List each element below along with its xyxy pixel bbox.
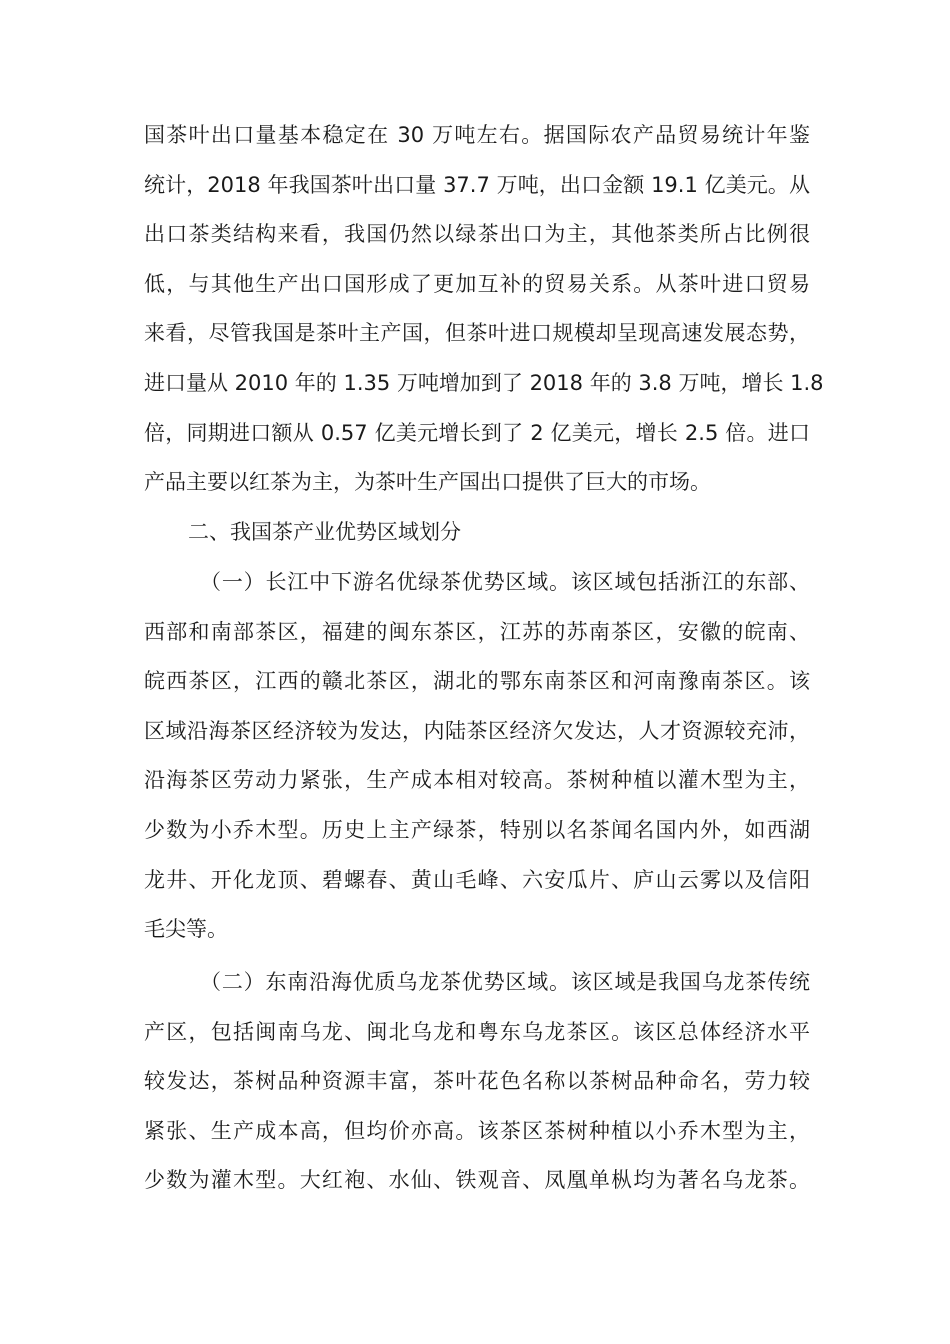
paragraph-southeast-oolong-region [144,958,810,1206]
text-line: 低，与其他生产出口国形成了更加互补的贸易关系。从茶叶进口贸易 [144,271,810,296]
text-line: 统计，2018 年我国茶叶出口量 37.7 万吨，出口金额 19.1 亿美元。从 [144,172,810,197]
section-heading [144,508,810,558]
text-line: 皖西茶区，江西的赣北茶区，湖北的鄂东南茶区和河南豫南茶区。该 [144,669,810,694]
text-line: 产品主要以红茶为主，为茶叶生产国出口提供了巨大的市场。 [144,470,711,495]
text-line: 龙井、开化龙顶、碧螺春、黄山毛峰、六安瓜片、庐山云雾以及信阳 [144,867,810,892]
heading-line: 二、我国茶产业优势区域划分 [188,520,461,544]
text-line: 出口茶类结构来看，我国仍然以绿茶出口为主，其他茶类所占比例很 [144,222,810,247]
text-line: 西部和南部茶区，福建的闽东茶区，江苏的苏南茶区，安徽的皖南、 [144,619,810,644]
text-line: 国茶叶出口量基本稳定在 30 万吨左右。据国际农产品贸易统计年鉴 [144,123,810,147]
text-line: 沿海茶区劳动力紧张，生产成本相对较高。茶树种植以灌木型为主， [144,768,810,793]
text-line: （一）长江中下游名优绿茶优势区域。该区域包括浙江的东部、 [200,570,810,594]
text-line: 少数为灌木型。大红袍、水仙、铁观音、凤凰单枞均为著名乌龙茶。 [144,1168,810,1193]
paragraph-yangtze-region [144,558,810,955]
text-line: 进口量从 2010 年的 1.35 万吨增加到了 2018 年的 3.8 万吨，增长 1.8 [144,370,824,395]
text-line: 来看，尽管我国是茶叶主产国，但茶叶进口规模却呈现高速发展态势， [144,321,810,346]
text-line: （二）东南沿海优质乌龙茶优势区域。该区域是我国乌龙茶传统 [200,970,810,994]
paragraph-trade-overview [144,111,824,508]
text-line: 区域沿海茶区经济较为发达，内陆茶区经济欠发达，人才资源较充沛， [144,718,810,743]
text-line: 毛尖等。 [144,917,228,942]
text-line: 少数为小乔木型。历史上主产绿茶，特别以名茶闻名国内外，如西湖 [144,817,810,842]
text-line: 紧张、生产成本高，但均价亦高。该茶区茶树种植以小乔木型为主， [144,1118,810,1143]
text-line: 倍，同期进口额从 0.57 亿美元增长到了 2 亿美元，增长 2.5 倍。进口 [144,420,810,445]
text-line: 产区，包括闽南乌龙、闽北乌龙和粤东乌龙茶区。该区总体经济水平 [144,1019,810,1044]
text-line: 较发达，茶树品种资源丰富，茶叶花色名称以茶树品种命名，劳力较 [144,1069,810,1094]
